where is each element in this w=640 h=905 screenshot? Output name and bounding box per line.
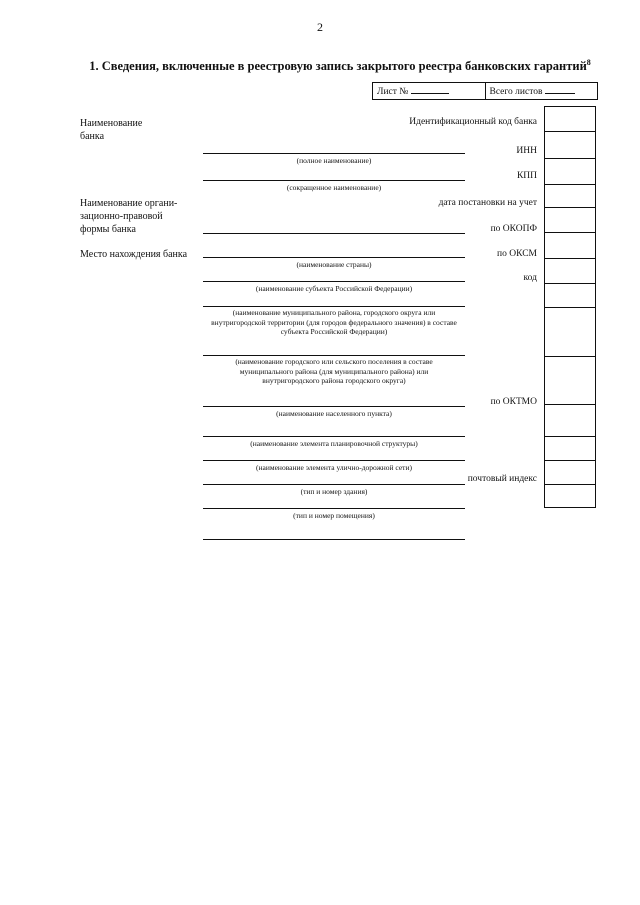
postal-code-label: почтовый индекс	[467, 474, 537, 484]
room-line-top[interactable]	[203, 508, 465, 509]
locality-caption: (наименование населенного пункта)	[276, 409, 392, 418]
building-line[interactable]	[203, 484, 465, 485]
settlement-caption: (наименование городского или сельского поселения в составе муниципального района (для муниципального района) или внутригородского района городского округа)	[235, 357, 433, 385]
short-name-caption: (сокращенное наименование)	[286, 183, 382, 192]
planning-line[interactable]	[203, 436, 465, 437]
settlement-code-box[interactable]	[544, 356, 596, 405]
oksm-box[interactable]	[544, 232, 596, 259]
street-code-box[interactable]	[544, 460, 596, 485]
reg-date-box[interactable]	[544, 184, 596, 208]
settlement-line[interactable]	[203, 355, 465, 356]
postal-code-box[interactable]	[544, 484, 596, 508]
room-line[interactable]	[203, 539, 465, 540]
subject-line[interactable]	[203, 281, 465, 282]
total-sheets-cell	[485, 83, 598, 99]
oksm-label: по ОКСМ	[497, 249, 537, 259]
bank-id-label: Идентификационный код банка	[409, 117, 537, 127]
page-number: 2	[317, 20, 323, 34]
code-label: код	[523, 273, 537, 283]
okopf-label: по ОКОПФ	[490, 224, 537, 234]
form-title-text: 1. Сведения, включенные в реестровую запись закрытого реестра банковских гарантий	[89, 59, 587, 74]
reg-date-label: дата постановки на учет	[438, 198, 537, 208]
sheet-counter	[372, 82, 598, 100]
location-label: Место нахождения банка	[80, 249, 188, 260]
subject-code-box[interactable]	[544, 258, 596, 284]
form-title	[60, 58, 620, 74]
bank-name-label: Наименование банка	[80, 118, 143, 142]
country-caption: (наименование страны)	[296, 260, 372, 269]
country-line[interactable]	[203, 257, 465, 258]
sheet-number-label: Лист №	[377, 87, 409, 97]
oktmo-box[interactable]	[544, 404, 596, 437]
inn-label: ИНН	[516, 146, 537, 156]
oktmo-label: по ОКТМО	[490, 397, 537, 407]
municipal-code-box[interactable]	[544, 307, 596, 357]
sheet-number-cell	[373, 83, 485, 99]
org-form-line[interactable]	[203, 233, 465, 234]
subject-caption: (наименование субъекта Российской Федерации)	[255, 284, 413, 293]
short-name-line[interactable]	[203, 180, 465, 181]
planning-code-box[interactable]	[544, 436, 596, 461]
bank-id-box[interactable]	[544, 106, 596, 132]
street-caption: (наименование элемента улично-дорожной сети)	[256, 463, 412, 472]
full-name-line[interactable]	[203, 153, 465, 154]
building-caption: (тип и номер здания)	[300, 487, 368, 496]
locality-line[interactable]	[203, 406, 465, 407]
kpp-box[interactable]	[544, 158, 596, 185]
planning-caption: (наименование элемента планировочной структуры)	[250, 439, 418, 448]
title-footnote: 8	[586, 58, 591, 67]
total-sheets-blank[interactable]	[545, 84, 575, 94]
room-caption: (тип и номер помещения)	[293, 511, 375, 520]
street-line[interactable]	[203, 460, 465, 461]
municipal-line[interactable]	[203, 306, 465, 307]
okopf-box[interactable]	[544, 207, 596, 233]
municipal-caption: (наименование муниципального района, городского округа или внутригородской территории (для городов федерального значения) в составе субъекта Российской Федерации)	[211, 308, 457, 336]
total-sheets-label: Всего листов	[489, 87, 543, 97]
kpp-label: КПП	[516, 171, 537, 181]
inn-box[interactable]	[544, 131, 596, 159]
code-box[interactable]	[544, 283, 596, 308]
org-form-label: Наименование органи-зационно-правовой формы банка	[80, 198, 178, 235]
full-name-caption: (полное наименование)	[296, 156, 372, 165]
sheet-number-blank[interactable]	[411, 84, 449, 94]
